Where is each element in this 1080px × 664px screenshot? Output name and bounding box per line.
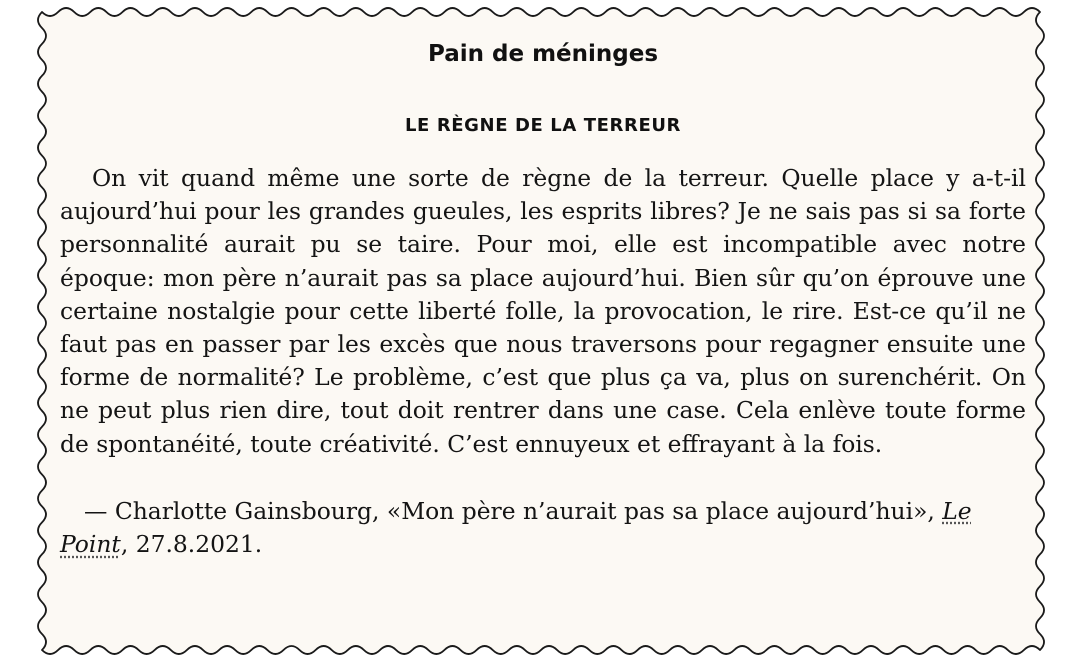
- card-content: [60, 30, 1026, 585]
- citation-suffix: , 27.8.2021.: [120, 530, 263, 559]
- citation: [60, 495, 1026, 561]
- quote-text: On vit quand même une sorte de règne de la terreur. Quelle place y a-t-il aujourd’hui pour les grandes gueules, les esprits libres? Je ne sais pas si sa forte personnalité aurait pu se taire. Pour moi, elle est incompatible avec notre époque: mon père n’aurait pas sa place aujourd’hui. Bien sûr qu’on éprouve une certaine nostalgie pour cette liberté folle, la provocation, le rire. Est-ce qu’il ne faut pas en passer par les excès que nous traversons pour regagner ensuite une forme de normalité? Le problème, c’est que plus ça va, plus on surenchérit. On ne peut plus rien dire, tout doit rentrer dans une case. Cela enlève toute forme de spontanéité, toute créativité. C’est ennuyeux et effrayant à la fois.: [60, 164, 1026, 458]
- heading: Pain de méninges: [427, 41, 659, 67]
- source-link[interactable]: Le Point: [60, 496, 972, 559]
- subheading: LE RÈGNE DE LA TERREUR: [404, 115, 682, 136]
- citation-prefix: — Charlotte Gainsbourg, «Mon père n’aurait pas sa place aujourd’hui»,: [84, 496, 943, 525]
